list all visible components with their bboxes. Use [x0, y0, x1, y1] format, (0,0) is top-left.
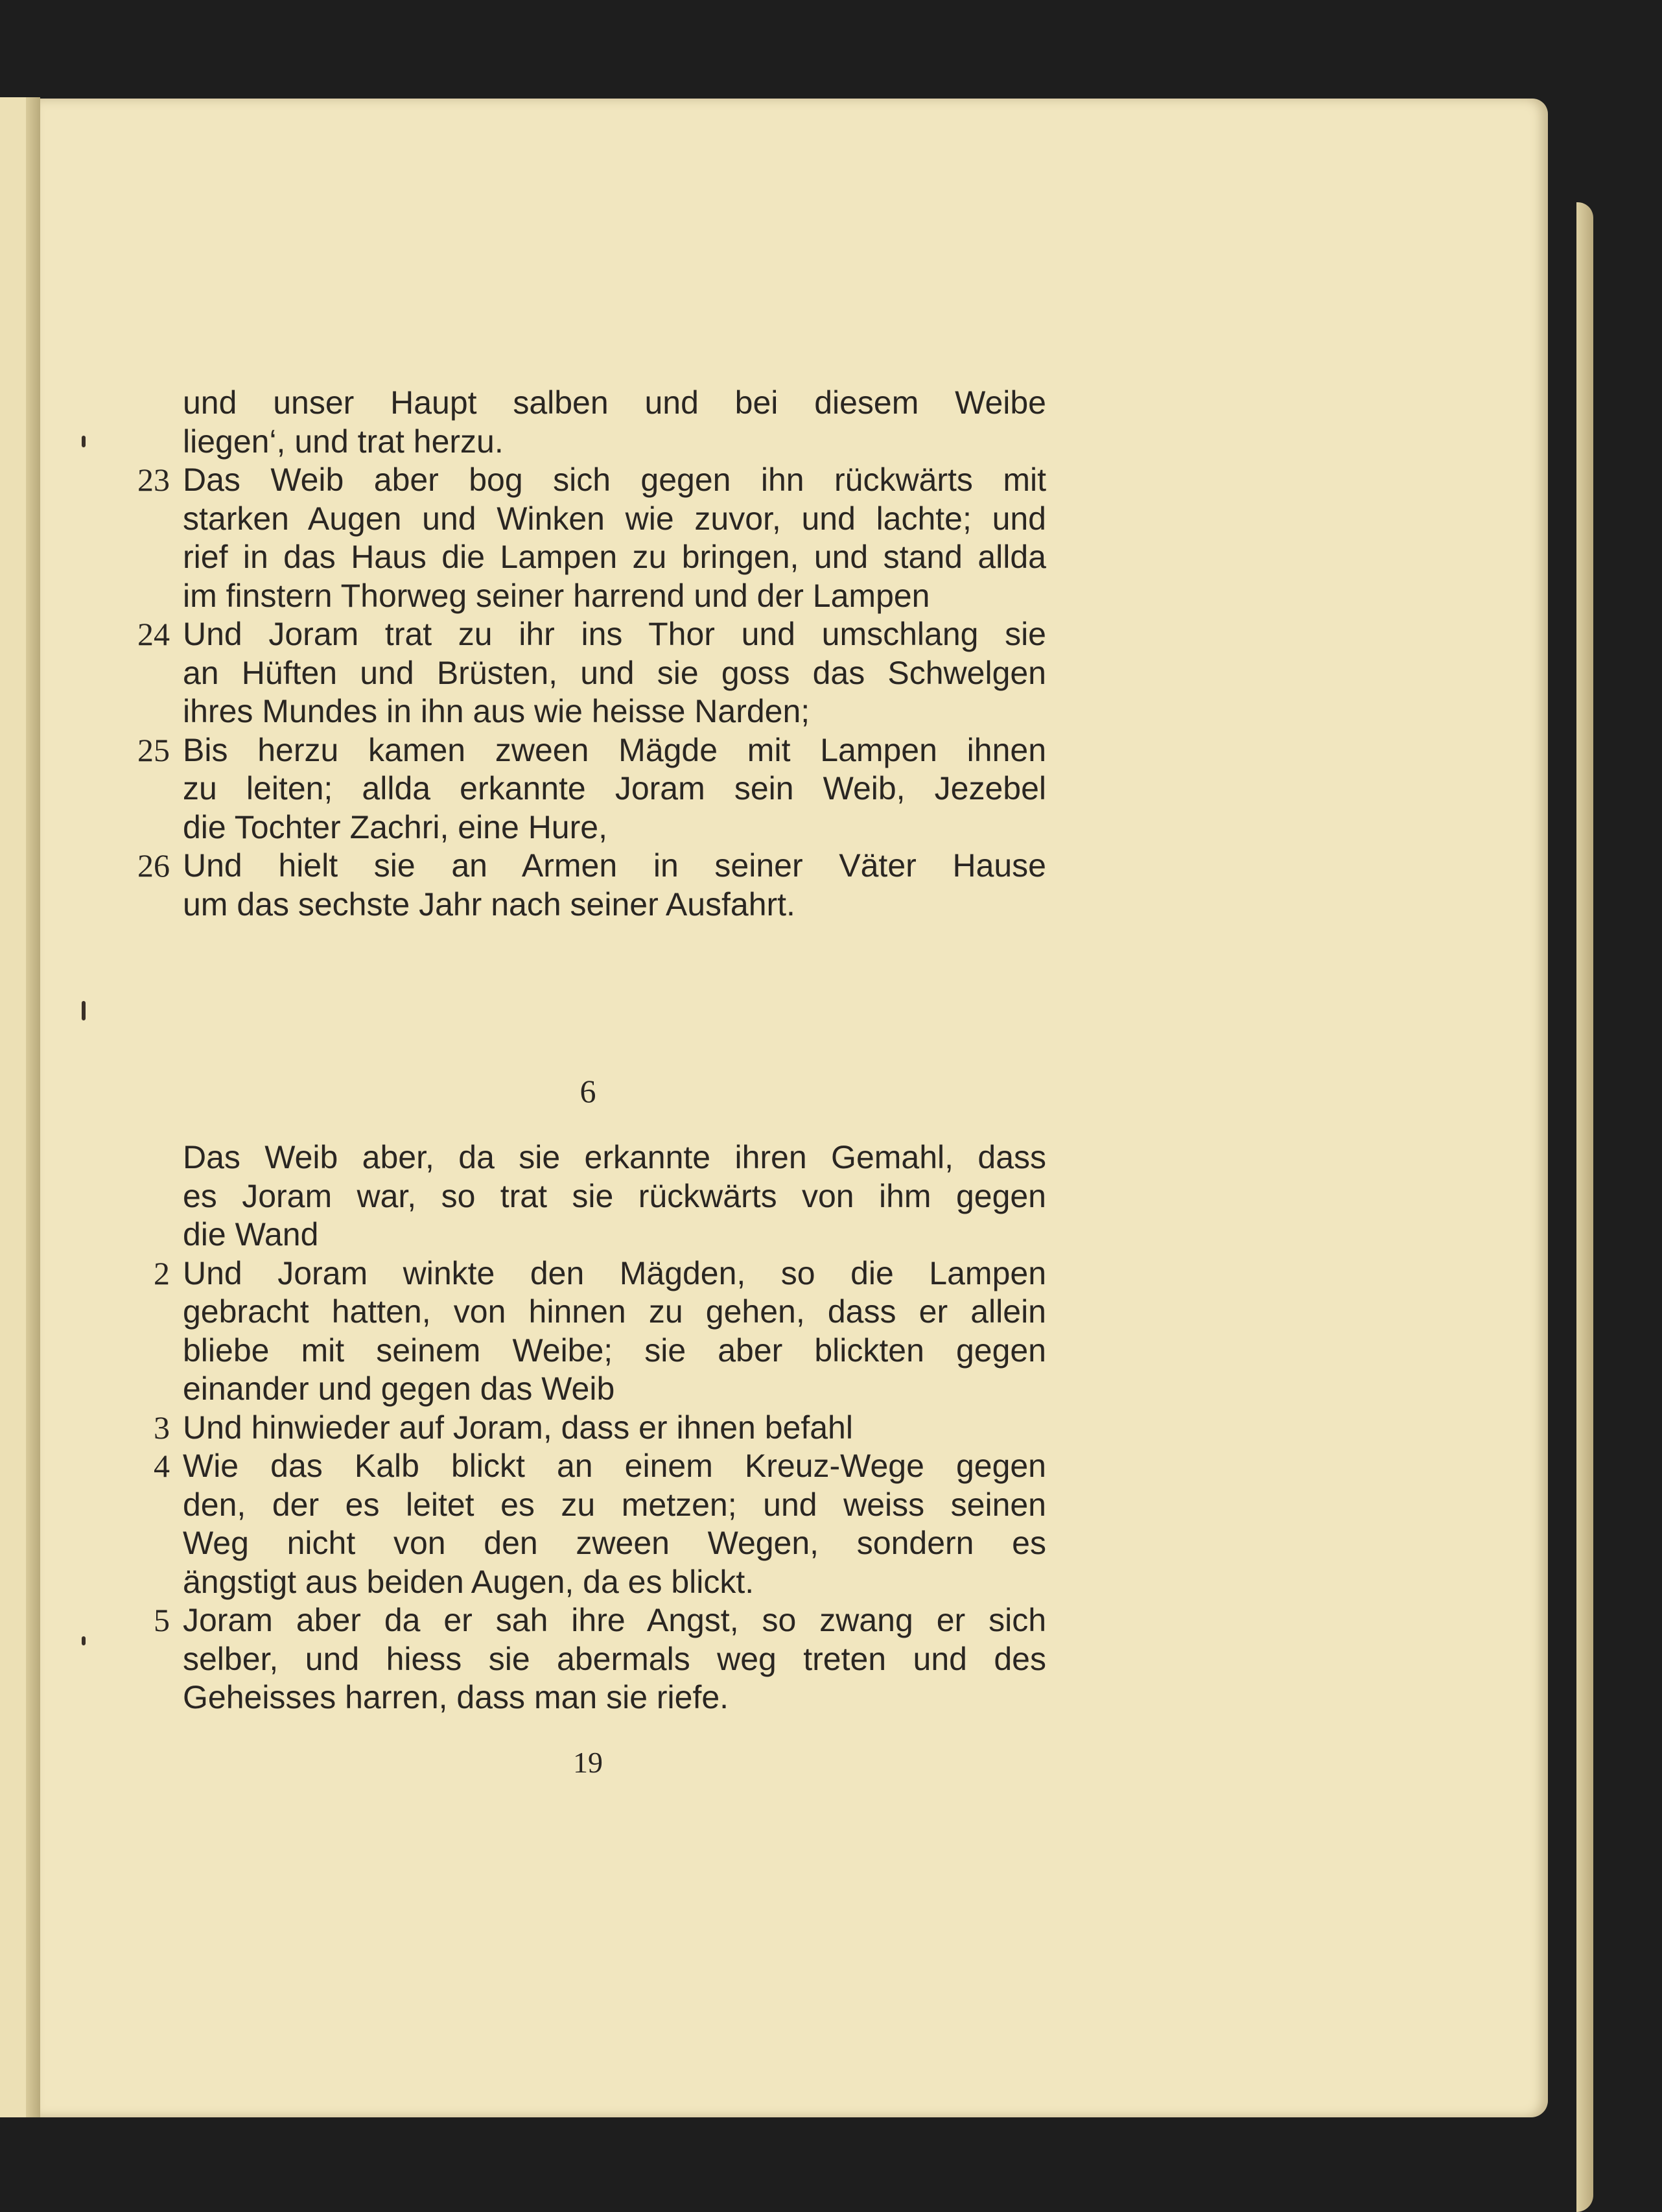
verse-line: [137, 461, 1046, 500]
verse-text: liegen‘, und trat herzu.: [183, 423, 504, 460]
verse-line: [183, 1486, 1046, 1525]
verse-text: Wie das Kalb blickt an einem Kreuz-Wege gegen: [183, 1448, 1046, 1484]
verse-text: Das Weib aber bog sich gegen ihn rückwärts mit: [183, 462, 1046, 498]
verse-text: es Joram war, so trat sie rückwärts von ihm gegen: [183, 1177, 1046, 1214]
verse-text: Und Joram trat zu ihr ins Thor und umschlang sie: [183, 616, 1046, 652]
verse-line: [154, 1409, 1046, 1448]
verse-text: im finstern Thorweg seiner harrend und der Lampen: [183, 577, 930, 614]
page-edge: [1576, 202, 1593, 2212]
verse-line: [137, 731, 1046, 770]
verse-text: ängstigt aus beiden Augen, da es blickt.: [183, 1563, 755, 1600]
page-number: 19: [573, 1746, 603, 1779]
verse-text: selber, und hiess sie abermals weg treten und des: [183, 1640, 1046, 1677]
verse-line: [183, 1640, 1046, 1679]
verse-number: 5: [154, 1602, 170, 1638]
verse-line: [183, 384, 1046, 423]
verse-text: Und hinwieder auf Joram, dass er ihnen befahl: [183, 1409, 853, 1446]
verse-line: [137, 847, 1046, 886]
verse-text: Und Joram winkte den Mägden, so die Lampen: [183, 1254, 1046, 1291]
verse-line: [183, 654, 1046, 693]
verse-text: Geheisses harren, dass man sie riefe.: [183, 1679, 729, 1715]
verse-line: [183, 886, 1046, 924]
book-page: [40, 99, 1548, 2117]
verse-text: den, der es leitet es zu metzen; und weiss seinen: [183, 1486, 1046, 1523]
verse-text: Bis herzu kamen zween Mägde mit Lampen ihnen: [183, 731, 1046, 768]
verse-line: [183, 1370, 1046, 1409]
verse-line: [183, 423, 1046, 462]
verse-text: ihres Mundes in ihn aus wie heisse Narden;: [183, 693, 810, 729]
verse-text: einander und gegen das Weib: [183, 1371, 615, 1407]
verse-text: Joram aber da er sah ihre Angst, so zwang er sich: [183, 1602, 1046, 1638]
verse-text: die Tochter Zachri, eine Hure,: [183, 808, 607, 845]
verse-text: zu leiten; allda erkannte Joram sein Weib, Jezebel: [183, 770, 1046, 806]
verse-line: [183, 1216, 1046, 1254]
verse-line: [154, 1601, 1046, 1640]
verse-line: [183, 577, 1046, 616]
verse-line: [183, 692, 1046, 731]
margin-mark: [82, 436, 86, 447]
chapter-number: 6: [579, 1073, 596, 1109]
verse-line: [183, 1177, 1046, 1216]
margin-mark: [82, 1636, 86, 1645]
verse-line: [183, 1332, 1046, 1371]
verse-text: Und hielt sie an Armen in seiner Väter Hause: [183, 847, 1046, 884]
verse-line: [183, 1138, 1046, 1177]
verse-number: 24: [137, 616, 170, 652]
verse-line: [183, 808, 1046, 847]
verse-text: die Wand: [183, 1216, 319, 1253]
verse-text: starken Augen und Winken wie zuvor, und lachte; und: [183, 500, 1046, 537]
verse-number: 23: [137, 462, 170, 498]
verse-line: [183, 538, 1046, 577]
verse-text: an Hüften und Brüsten, und sie goss das Schwelgen: [183, 654, 1046, 691]
verse-text: rief in das Haus die Lampen zu bringen, und stand allda: [183, 539, 1046, 575]
verse-number: 3: [154, 1409, 170, 1446]
verse-line: [154, 1447, 1046, 1486]
verse-text: um das sechste Jahr nach seiner Ausfahrt.: [183, 886, 795, 923]
verse-number: 26: [137, 847, 170, 884]
verse-line: [154, 1254, 1046, 1293]
verse-text: Weg nicht von den zween Wegen, sondern es: [183, 1525, 1046, 1561]
verse-block-2: [154, 1138, 1046, 1717]
verse-line: [137, 615, 1046, 654]
verse-text: und unser Haupt salben und bei diesem Weibe: [183, 384, 1046, 421]
verse-line: [183, 500, 1046, 539]
verse-line: [183, 1563, 1046, 1602]
verse-text: bliebe mit seinem Weibe; sie aber blickten gegen: [183, 1332, 1046, 1369]
verse-line: [183, 1293, 1046, 1332]
verse-number: 2: [154, 1254, 170, 1291]
verse-number: 4: [154, 1448, 170, 1484]
verse-number: 25: [137, 731, 170, 768]
verse-line: [183, 1524, 1046, 1563]
verse-text: Das Weib aber, da sie erkannte ihren Gemahl, dass: [183, 1139, 1046, 1175]
margin-mark: [82, 1001, 86, 1020]
verse-line: [183, 770, 1046, 808]
book-gutter: [26, 97, 40, 2117]
verse-line: [183, 1678, 1046, 1717]
verse-block-1: [137, 384, 1046, 924]
verse-text: gebracht hatten, von hinnen zu gehen, dass er allein: [183, 1293, 1046, 1330]
